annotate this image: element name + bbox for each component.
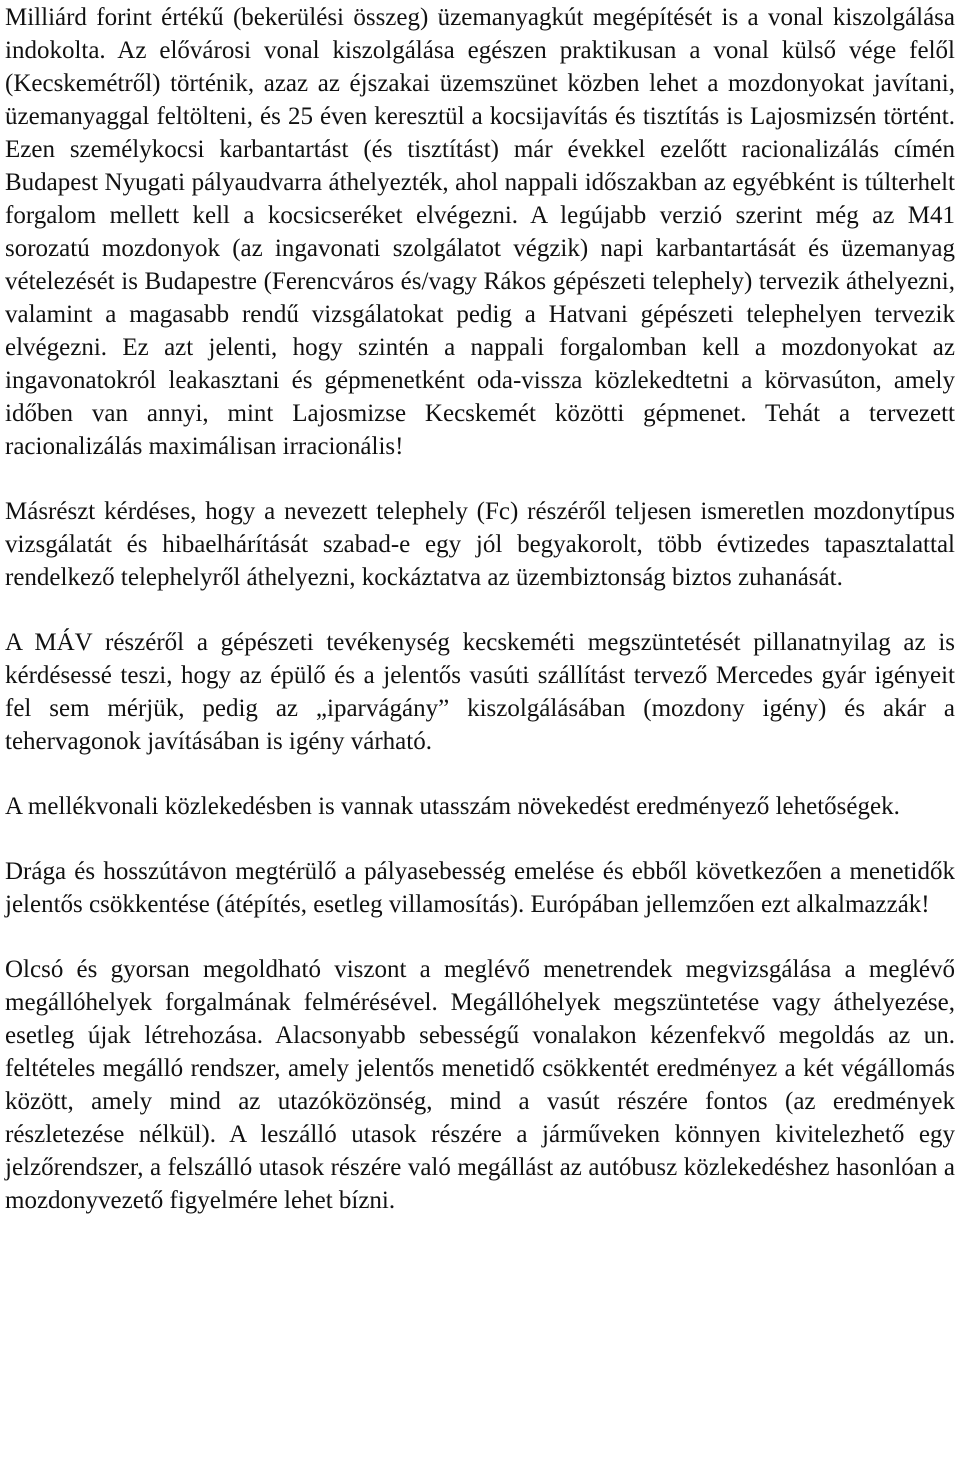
paragraph-fuel-station-maintenance: Milliárd forint értékű (bekerülési összeg) üzemanyagkút megépítését is a vonal kiszolgálása indokolta. Az elővárosi vonal kiszolgálása egészen praktikusan a vonal külső vége felől (Kecskemétről) történik, azaz az éjszakai üzemszünet közben lehet a mozdonyokat javítani, üzemanyaggal feltölteni, és 25 éven keresztül a kocsijavítás és tisztítás is Lajosmizsén történt. Ezen személykocsi karbantartást (és tisztítást) már évekkel ezelőtt racionalizálás címén Budapest Nyugati pályaudvarra áthelyezték, ahol nappali időszakban az egyébként is túlterhelt forgalom mellett kell a kocsicseréket elvégezni. A legújabb verzió szerint még az M41 sorozatú mozdonyok (az ingavonati szolgálatot végzik) napi karbantartását és üzemanyag vételezését is Budapestre (Ferencváros és/vagy Rákos gépészeti telephely) tervezik áthelyezni, valamint a magasabb rendű vizsgálatokat pedig a Hatvani gépészeti telephelyen tervezik elvégezni. Ez azt jelenti, hogy szintén a nappali forgalomban kell a mozdonyokat az ingavonatokról leakasztani és gépmenetként oda-vissza közlekedtetni a körvasúton, amely időben van annyi, mint Lajosmizse Kecskemét közötti gépmenet. Tehát a tervezett racionalizálás maximálisan irracionális! <box>5 4 955 460</box>
paragraph-depot-relocation: Másrészt kérdéses, hogy a nevezett telephely (Fc) részéről teljesen ismeretlen mozdonytípus vizsgálatát és hibaelhárítását szabad-e egy jól begyakorolt, több évtizedes tapasztalattal rendelkező telephelyről áthelyezni, kockáztatva az üzembiztonság biztos zuhanását. <box>5 498 955 591</box>
paragraph-track-speed: Drága és hosszútávon megtérülő a pályasebesség emelése és ebből következően a menetidők jelentős csökkentése (átépítés, esetleg villamosítás). Európában jellemzően ezt alkalmazzák! <box>5 858 955 918</box>
paragraph-mav-kecskemet: A MÁV részéről a gépészeti tevékenység kecskeméti megszüntetését pillanatnyilag az is kérdésessé teszi, hogy az épülő és a jelentős vasúti szállítást tervező Mercedes gyár igényeit fel sem mérjük, pedig az „iparvágány” kiszolgálásában (mozdony igény) és akár a tehervagonok javításában is igény várható. <box>5 629 955 755</box>
paragraph-branch-line-opportunities: A mellékvonali közlekedésben is vannak utasszám növekedést eredményező lehetőségek. <box>5 793 900 820</box>
paragraph-timetable-review: Olcsó és gyorsan megoldható viszont a meglévő menetrendek megvizsgálása a meglévő megállóhelyek forgalmának felmérésével. Megállóhelyek megszüntetése vagy áthelyezése, esetleg újak létrehozása. Alacsonyabb sebességű vonalakon kézenfekvő megoldás az un. feltételes megálló rendszer, amely jelentős menetidő csökkentét eredményez a két végállomás között, amely mind az utazóközönség, mind a vasút részére fontos (az eredmények részletezése nélkül). A leszálló utasok részére a járműveken könnyen kivitelezhető egy jelzőrendszer, a felszálló utasok részére való megállást az autóbusz közlekedéshez hasonlóan a mozdonyvezető figyelmére lehet bízni. <box>5 956 955 1214</box>
